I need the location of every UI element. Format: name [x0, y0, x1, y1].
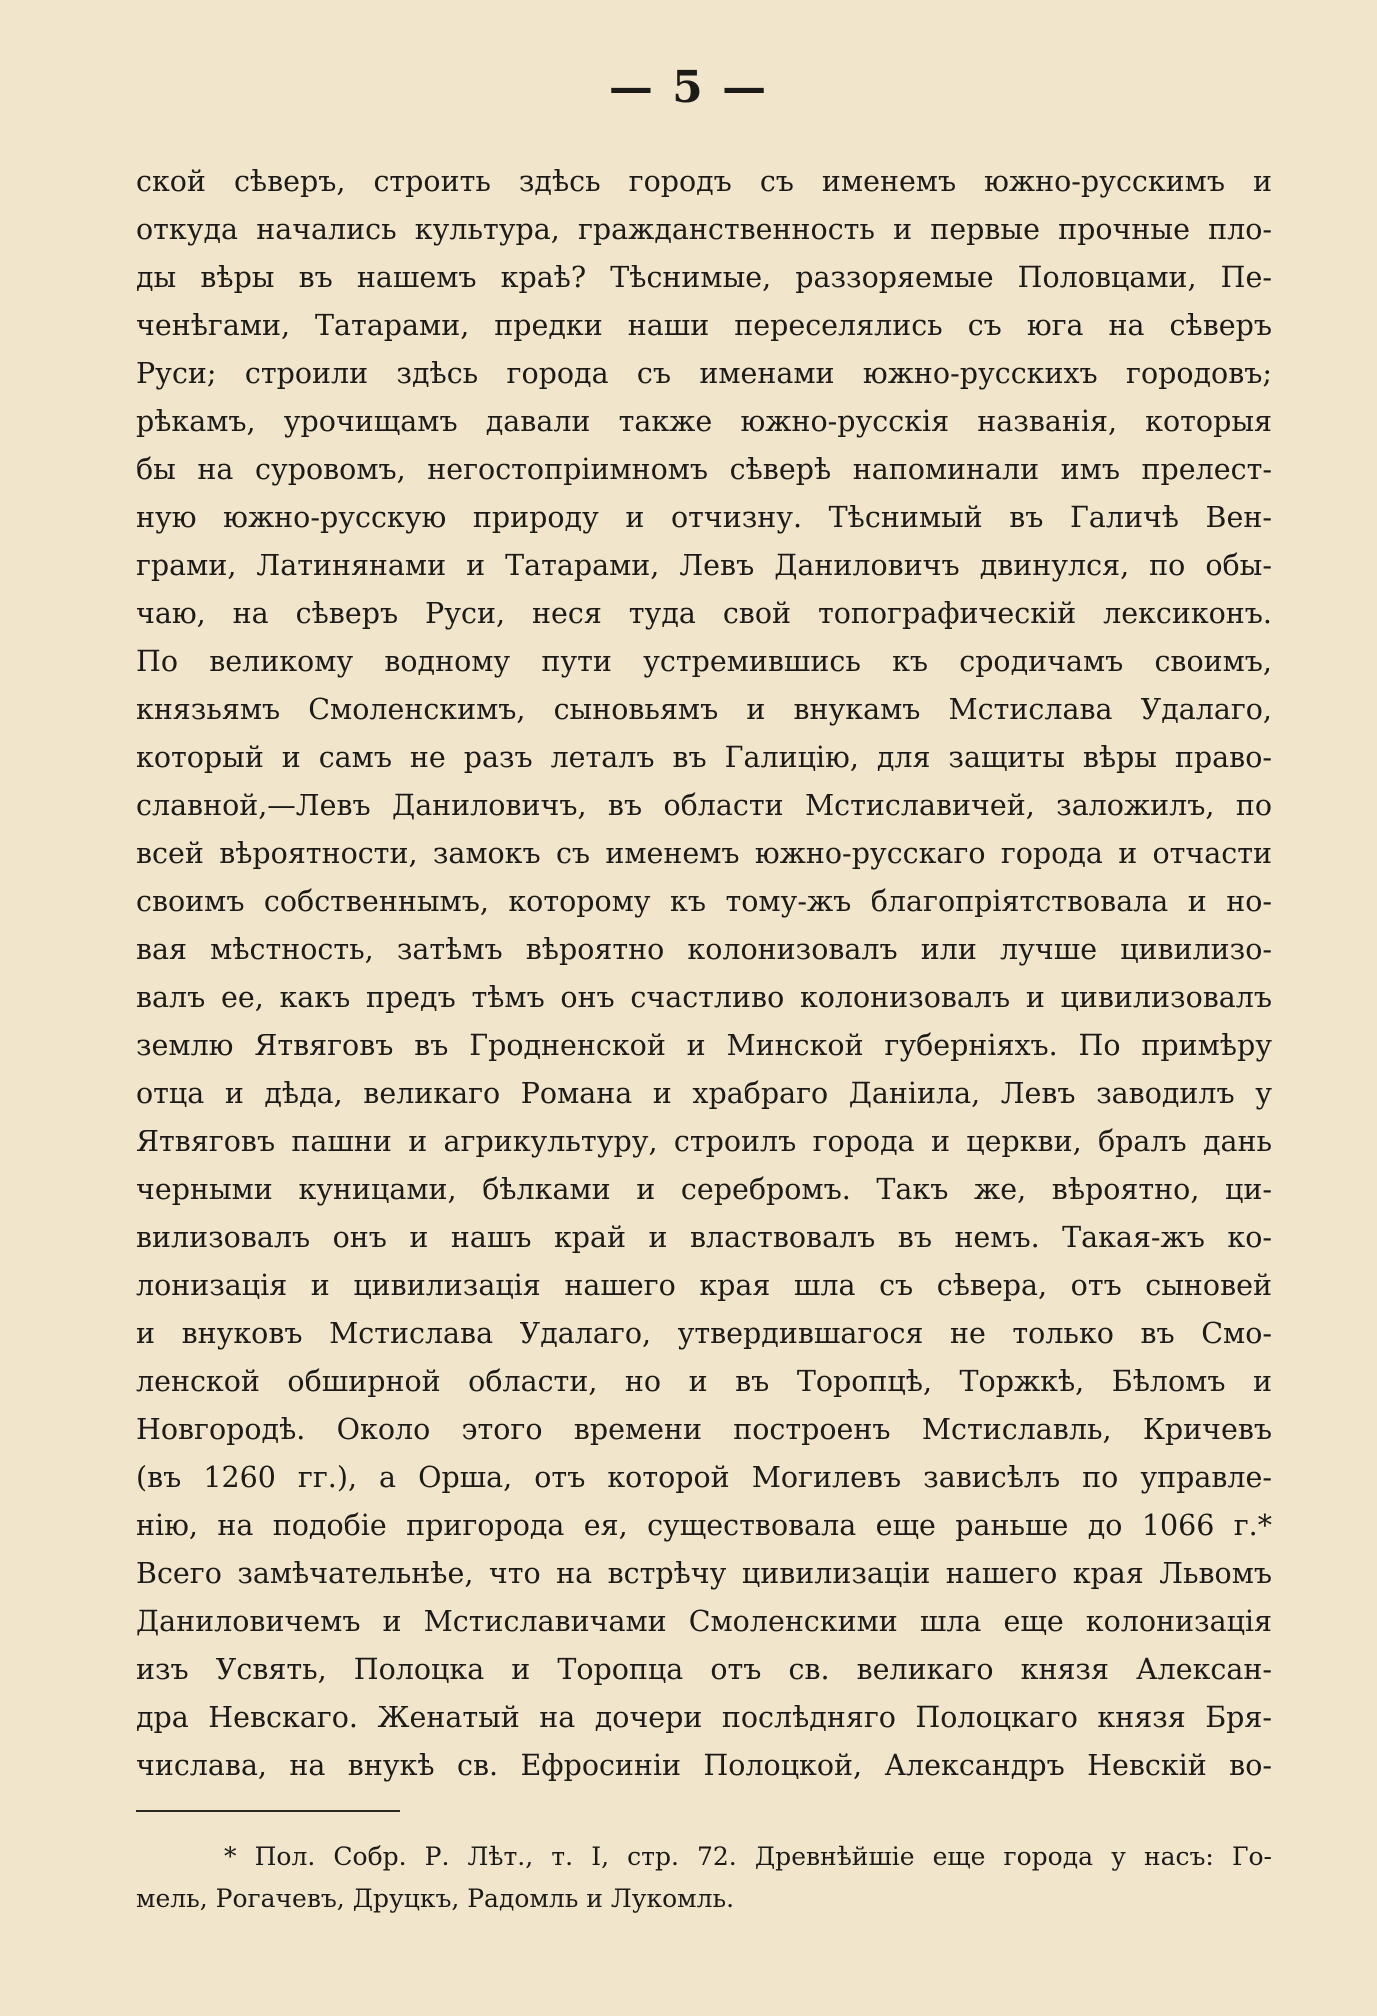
- text-line: славной,—Левъ Даниловичъ, въ области Мстиславичей, заложилъ, по: [136, 789, 1272, 822]
- text-line: валъ ее, какъ предъ тѣмъ онъ счастливо колонизовалъ и цивилизовалъ: [136, 981, 1272, 1014]
- text-line: числава, на внукѣ св. Ефросиніи Полоцкой, Александръ Невскій во-: [136, 1749, 1272, 1782]
- text-line: ченѣгами, Татарами, предки наши переселялись съ юга на сѣверъ: [136, 309, 1272, 342]
- text-line: лонизація и цивилизація нашего края шла съ сѣвера, отъ сыновей: [136, 1269, 1272, 1302]
- text-line: землю Ятвяговъ въ Гродненской и Минской губерніяхъ. По примѣру: [136, 1029, 1272, 1062]
- text-line: грами, Латинянами и Татарами, Левъ Даниловичъ двинулся, по обы-: [136, 549, 1272, 582]
- text-line: откуда начались культура, гражданственность и первые прочные пло-: [136, 213, 1272, 246]
- footnote-line: * Пол. Собр. Р. Лѣт., т. I, стр. 72. Древнѣйшіе еще города у насъ: Го-: [224, 1842, 1272, 1871]
- text-line: чаю, на сѣверъ Руси, неся туда свой топографическій лексиконъ.: [136, 597, 1272, 630]
- text-line: своимъ собственнымъ, которому къ тому-жъ благопріятствовала и но-: [136, 885, 1272, 918]
- text-line: ную южно-русскую природу и отчизну. Тѣснимый въ Галичѣ Вен-: [136, 501, 1272, 534]
- text-line: нію, на подобіе пригорода ея, существовала еще раньше до 1066 г.*: [136, 1509, 1272, 1542]
- text-line: и внуковъ Мстислава Удалаго, утвердившагося не только въ Смо-: [136, 1317, 1272, 1350]
- text-line: Даниловичемъ и Мстиславичами Смоленскими шла еще колонизація: [136, 1605, 1272, 1638]
- text-line: Новгородѣ. Около этого времени построенъ Мстиславль, Кричевъ: [136, 1413, 1272, 1446]
- text-line: вилизовалъ онъ и нашъ край и властвовалъ въ немъ. Такая-жъ ко-: [136, 1221, 1272, 1254]
- text-line: Руси; строили здѣсь города съ именами южно-русскихъ городовъ;: [136, 357, 1272, 390]
- text-line: (въ 1260 гг.), а Орша, отъ которой Могилевъ зависѣлъ по управле-: [136, 1461, 1272, 1494]
- footnote: [136, 1836, 1272, 1920]
- text-line: ленской обширной области, но и въ Торопцѣ, Торжкѣ, Бѣломъ и: [136, 1365, 1272, 1398]
- main-text: [136, 158, 1272, 1790]
- text-line: рѣкамъ, урочищамъ давали также южно-русскія названія, которыя: [136, 405, 1272, 438]
- text-line: Всего замѣчательнѣе, что на встрѣчу цивилизаціи нашего края Львомъ: [136, 1557, 1272, 1590]
- text-line: ды вѣры въ нашемъ краѣ? Тѣснимые, раззоряемые Половцами, Пе-: [136, 261, 1272, 294]
- text-line: бы на суровомъ, негостопріимномъ сѣверѣ напоминали имъ прелест-: [136, 453, 1272, 486]
- text-line: всей вѣроятности, замокъ съ именемъ южно-русскаго города и отчасти: [136, 837, 1272, 870]
- text-line: По великому водному пути устремившись къ сродичамъ своимъ,: [136, 645, 1272, 678]
- text-line: изъ Усвять, Полоцка и Торопца отъ св. великаго князя Алексан-: [136, 1653, 1272, 1686]
- text-line: который и самъ не разъ леталъ въ Галицію, для защиты вѣры право-: [136, 741, 1272, 774]
- text-line: отца и дѣда, великаго Романа и храбраго Даніила, Левъ заводилъ у: [136, 1077, 1272, 1110]
- text-line: черными куницами, бѣлками и серебромъ. Такъ же, вѣроятно, ци-: [136, 1173, 1272, 1206]
- footnote-line: мель, Рогачевъ, Друцкъ, Радомль и Лукомль.: [136, 1884, 735, 1913]
- text-line: Ятвяговъ пашни и агрикультуру, строилъ города и церкви, бралъ дань: [136, 1125, 1272, 1158]
- page-number: — 5 —: [608, 62, 769, 113]
- text-line: князьямъ Смоленскимъ, сыновьямъ и внукамъ Мстислава Удалаго,: [136, 693, 1272, 726]
- text-line: дра Невскаго. Женатый на дочери послѣдняго Полоцкаго князя Бря-: [136, 1701, 1272, 1734]
- footnote-divider: [136, 1810, 400, 1812]
- text-line: ской сѣверъ, строить здѣсь городъ съ именемъ южно-русскимъ и: [136, 165, 1272, 198]
- text-line: вая мѣстность, затѣмъ вѣроятно колонизовалъ или лучше цивилизо-: [136, 933, 1272, 966]
